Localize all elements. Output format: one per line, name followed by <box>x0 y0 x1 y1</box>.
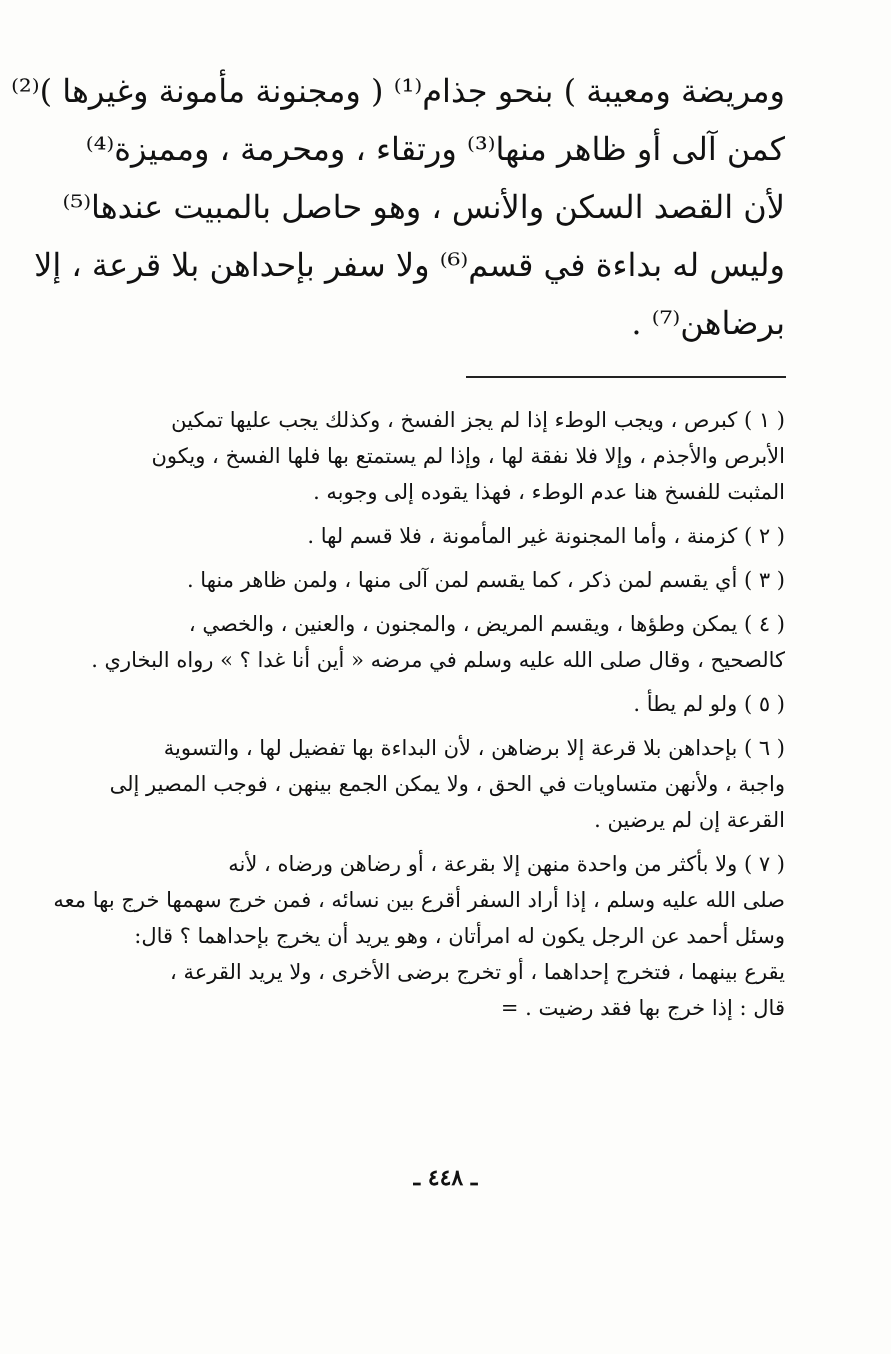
footnote-7 <box>48 846 785 1026</box>
footnote-line: ( ٣ ) أي يقسم لمن ذكر ، كما يقسم لمن آلى منها ، ولمن ظاهر منها . <box>186 568 785 592</box>
footnote-line: ( ٢ ) كزمنة ، وأما المجنونة غير المأمونة ، فلا قسم لها . <box>307 524 785 548</box>
main-text-line: برضاهن⁽⁷⁾ . <box>631 304 785 342</box>
footnote-1 <box>48 402 785 510</box>
footnotes <box>48 402 785 1034</box>
footnote-divider <box>466 376 786 378</box>
footnote-line: الأبرص والأجذم ، وإلا فلا نفقة لها ، وإذا لم يستمتع بها فلها الفسخ ، ويكون <box>151 444 785 468</box>
footnote-line: ( ٦ ) بإحداهن بلا قرعة إلا برضاهن ، لأن البداءة بها تفضيل لها ، والتسوية <box>163 736 785 760</box>
main-text-line: لأن القصد السكن والأنس ، وهو حاصل بالمبيت عندها⁽⁵⁾ <box>62 188 785 226</box>
page-number: ـ ٤٤٨ ـ <box>413 1165 478 1191</box>
footnote-line: واجبة ، ولأنهن متساويات في الحق ، ولا يمكن الجمع بينهن ، فوجب المصير إلى <box>109 772 785 796</box>
footnote-3 <box>48 562 785 598</box>
footnote-4 <box>48 606 785 678</box>
footnote-line: قال : إذا خرج بها فقد رضيت . = <box>500 996 785 1020</box>
main-text-line: كمن آلى أو ظاهر منها⁽³⁾ ورتقاء ، ومحرمة ، ومميزة⁽⁴⁾ <box>85 130 785 168</box>
footnote-5 <box>48 686 785 722</box>
footnote-line: القرعة إن لم يرضين . <box>594 808 785 832</box>
footnote-line: المثبت للفسخ هنا عدم الوطء ، فهذا يقوده إلى وجوبه . <box>313 480 785 504</box>
footnote-2 <box>48 518 785 554</box>
main-text-line: وليس له بداءة في قسم⁽⁶⁾ ولا سفر بإحداهن بلا قرعة ، إلا <box>34 246 785 284</box>
footnote-line: ( ١ ) كبرص ، ويجب الوطء إذا لم يجز الفسخ ، وكذلك يجب عليها تمكين <box>171 408 785 432</box>
main-text-line: ومريضة ومعيبة ) بنحو جذام⁽¹⁾ ( ومجنونة مأمونة وغيرها )⁽²⁾ <box>11 72 785 110</box>
footnote-line: وسئل أحمد عن الرجل يكون له امرأتان ، وهو يريد أن يخرج بإحداهما ؟ قال: <box>134 924 785 948</box>
footnote-line: كالصحيح ، وقال صلى الله عليه وسلم في مرضه « أين أنا غدا ؟ » رواه البخاري . <box>91 648 785 672</box>
footnote-line: يقرع بينهما ، فتخرج إحداهما ، أو تخرج برضى الأخرى ، ولا يريد القرعة ، <box>170 960 785 984</box>
footnote-line: ( ٤ ) يمكن وطؤها ، ويقسم المريض ، والمجنون ، والعنين ، والخصي ، <box>188 612 785 636</box>
footnote-6 <box>48 730 785 838</box>
footnote-line: ( ٥ ) ولو لم يطأ . <box>633 692 785 716</box>
main-text <box>11 62 785 352</box>
footnote-line: صلى الله عليه وسلم ، إذا أراد السفر أقرع بين نسائه ، فمن خرج سهمها خرج بها معه <box>53 888 785 912</box>
footnote-line: ( ٧ ) ولا بأكثر من واحدة منهن إلا بقرعة ، أو رضاهن ورضاه ، لأنه <box>228 852 785 876</box>
